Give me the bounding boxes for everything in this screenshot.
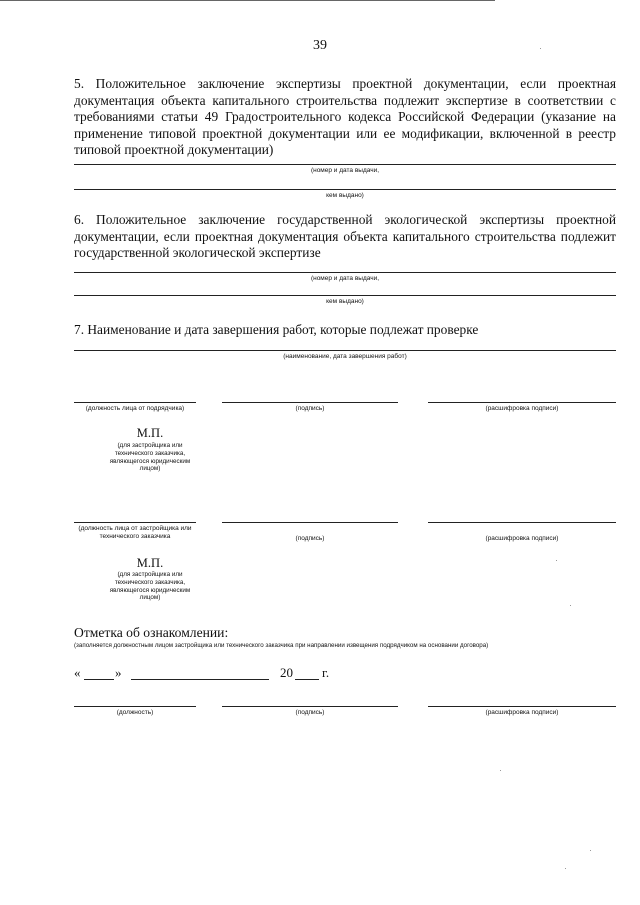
section-6-issuer-field[interactable] <box>74 295 616 296</box>
acknowledgement-heading: Отметка об ознакомлении: <box>74 625 229 640</box>
customer-position-caption: (должность лица от застройщика или технического заказчика <box>78 525 192 540</box>
scan-speck <box>556 560 557 561</box>
section-5-number-caption: (номер и дата выдачи, <box>310 167 380 174</box>
section-6-text: 6. Положительное заключение государственной экологической экспертизы проектной документации, если проектная документация объекта капитального строительства подлежит государственной экологической экспертизе <box>74 212 616 260</box>
date-day-field[interactable] <box>84 679 114 680</box>
contractor-decryption-field[interactable] <box>428 402 616 403</box>
section-5-issuer-caption: кем выдано) <box>326 192 364 199</box>
scan-speck <box>570 605 571 606</box>
date-year-prefix: 20 <box>280 665 293 680</box>
section-5-issuer-field[interactable] <box>74 189 616 190</box>
section-5-number-field[interactable] <box>74 164 616 165</box>
contractor-signature-field[interactable] <box>222 402 398 403</box>
contractor-position-field[interactable] <box>74 402 196 403</box>
page-top-rule <box>0 0 495 1</box>
ack-decryption-caption: (расшифровка подписи) <box>485 709 559 716</box>
customer-stamp-mark: М.П. <box>136 556 164 570</box>
scan-speck <box>500 770 501 771</box>
customer-signature-caption: (подпись) <box>295 535 325 542</box>
scan-speck <box>590 850 591 851</box>
contractor-decryption-caption: (расшифровка подписи) <box>485 405 559 412</box>
section-7-text: 7. Наименование и дата завершения работ, которые подлежат проверке <box>74 322 479 337</box>
section-7-works-caption: (наименование, дата завершения работ) <box>283 353 407 360</box>
contractor-stamp-mark: М.П. <box>136 426 164 440</box>
acknowledgement-note: (заполняется должностным лицом застройщика или технического заказчика при направлении извещения подрядчиком на основании договора) <box>74 642 489 649</box>
date-year-suffix: г. <box>322 665 330 680</box>
section-6-number-caption: (номер и дата выдачи, <box>310 275 380 282</box>
contractor-signature-caption: (подпись) <box>295 405 325 412</box>
ack-position-field[interactable] <box>74 706 196 707</box>
customer-stamp-note: (для застройщика или технического заказчика, являющегося юридическим лицом) <box>109 571 191 602</box>
date-month-field[interactable] <box>131 679 269 680</box>
page-number: 39 <box>313 38 327 53</box>
date-quote-close: » <box>115 665 122 680</box>
date-year-field[interactable] <box>295 679 319 680</box>
contractor-position-caption: (должность лица от подрядчика) <box>85 405 185 412</box>
date-quote-open: « <box>74 665 81 680</box>
customer-decryption-field[interactable] <box>428 522 616 523</box>
ack-position-caption: (должность) <box>116 709 154 716</box>
ack-decryption-field[interactable] <box>428 706 616 707</box>
contractor-stamp-note: (для застройщика или технического заказчика, являющегося юридическим лицом) <box>109 442 191 473</box>
customer-position-field[interactable] <box>74 522 196 523</box>
ack-signature-field[interactable] <box>222 706 398 707</box>
section-5-text: 5. Положительное заключение экспертизы проектной документации, если проектная документация объекта капитального строительства подлежит экспертизе в соответствии с требованиями статьи 49 Градостроительного кодекса Российской Федерации (указание на применение типовой проектной документации или ее модификации, включенной в реестр типовой проектной документации) <box>74 76 616 157</box>
customer-decryption-caption: (расшифровка подписи) <box>485 535 559 542</box>
scan-speck <box>565 868 566 869</box>
scan-speck <box>540 48 541 49</box>
ack-signature-caption: (подпись) <box>295 709 325 716</box>
section-6-number-field[interactable] <box>74 272 616 273</box>
section-7-works-field[interactable] <box>74 350 616 351</box>
section-6-issuer-caption: кем выдано) <box>326 298 364 305</box>
customer-signature-field[interactable] <box>222 522 398 523</box>
